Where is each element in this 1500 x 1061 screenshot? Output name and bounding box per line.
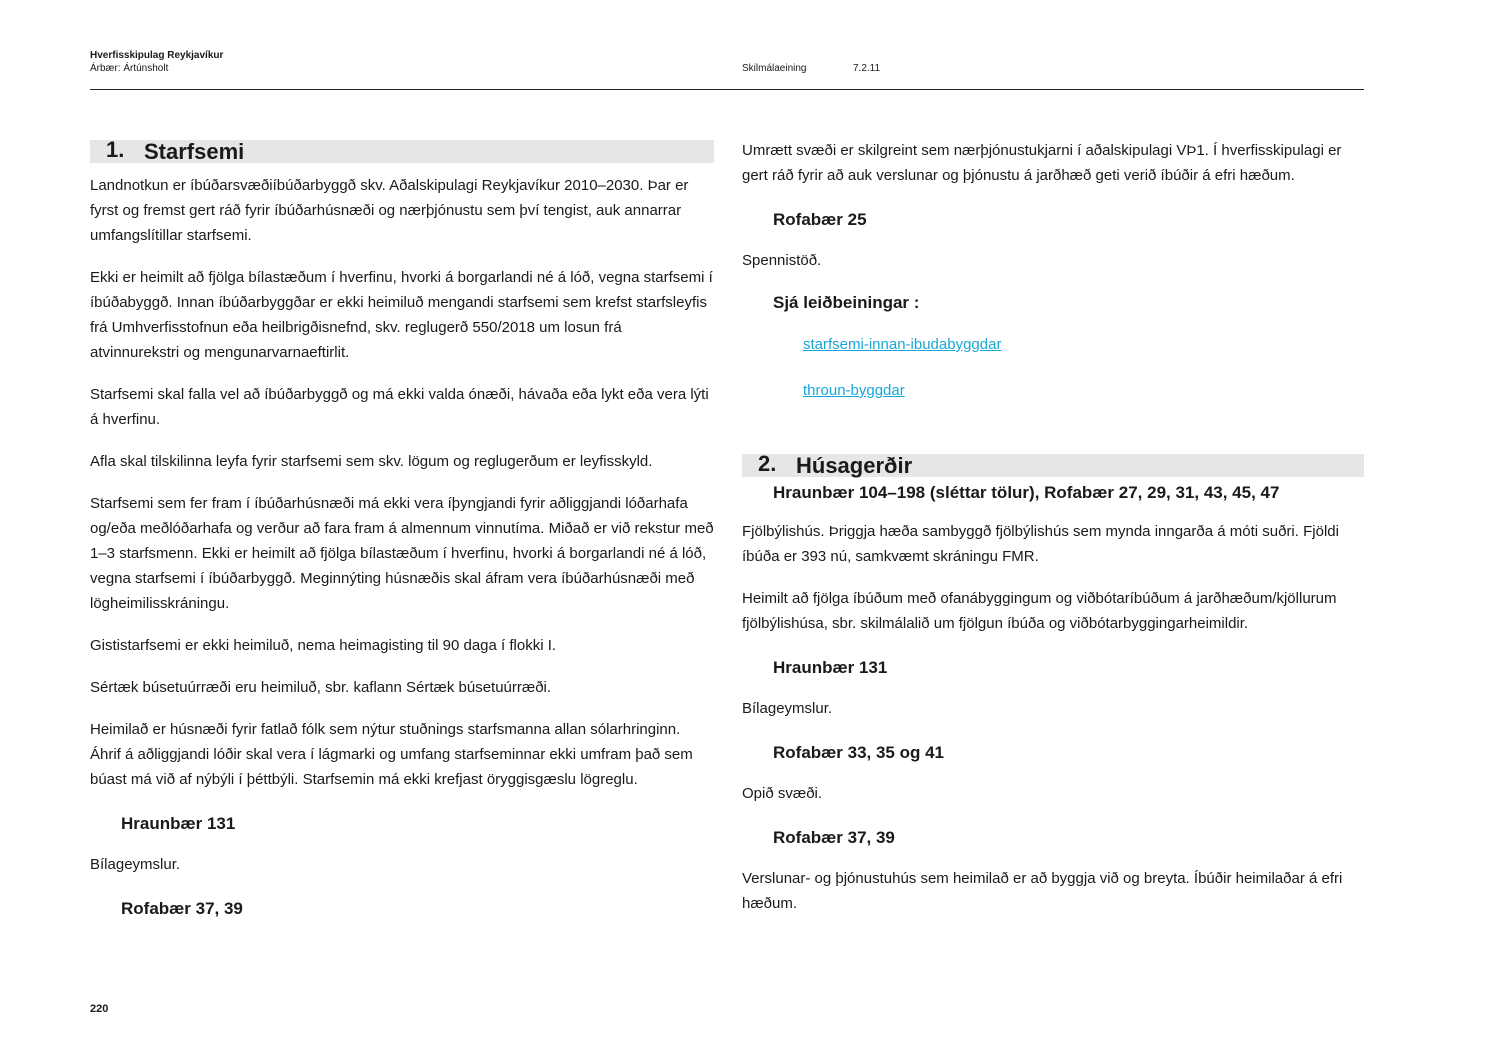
section-title: Starfsemi bbox=[144, 139, 245, 164]
subheading-hraunbaer-131: Hraunbær 131 bbox=[773, 658, 888, 677]
paragraph: Umrætt svæði er skilgreint sem nærþjónustukjarni í aðalskipulagi VÞ1. Í hverfisskipulagi er gert ráð fyrir að auk verslunar og þjónustu á jarðhæð geti verið íbúðir á efri hæðum. bbox=[742, 142, 1342, 184]
paragraph: Heimilt að fjölga íbúðum með ofanábyggingum og viðbótaríbúðum á jarðhæðum/kjöllurum fjölbýlishúsa, sbr. skilmálalið um fjölgun íbúða og viðbótarbyggingarheimildir. bbox=[742, 590, 1337, 632]
running-header-subtitle: Árbær: Ártúnsholt bbox=[90, 63, 169, 74]
right-column bbox=[742, 138, 1364, 916]
section-number: 2. bbox=[758, 451, 777, 476]
section-heading-starfsemi bbox=[90, 137, 714, 164]
paragraph: Gististarfsemi er ekki heimiluð, nema heimagisting til 90 daga í flokki I. bbox=[90, 637, 557, 654]
unit-code: 7.2.11 bbox=[853, 63, 881, 74]
running-header-title: Hverfisskipulag Reykjavíkur bbox=[90, 50, 224, 61]
subheading-rofabaer-37-39: Rofabær 37, 39 bbox=[773, 828, 895, 847]
link-throun-byggdar[interactable]: throun-byggdar bbox=[803, 382, 905, 399]
guidelines-label: Sjá leiðbeiningar : bbox=[773, 293, 920, 312]
paragraph: Spennistöð. bbox=[742, 252, 822, 269]
paragraph: Ekki er heimilt að fjölga bílastæðum í hverfinu, hvorki á borgarlandi né á lóð, vegna starfsemi í íbúðabyggð. Innan íbúðarbyggðar er ekki heimiluð mengandi starfsemi sem krefst starfsleyfis frá Umhverfisstofnun eða heilbrigðisnefnd, skv. reglugerð 550/2018 um losun frá atvinnurekstri og mengunarvarnaeftirlit. bbox=[90, 269, 713, 361]
paragraph: Heimilað er húsnæði fyrir fatlað fólk sem nýtur stuðnings starfsmanna allan sólarhringinn. Áhrif á aðliggjandi lóðir skal vera í lágmarki og umfang starfseminnar ekki umfram það sem búast má við af nýbýli í þéttbýli. Starfsemin má ekki krefjast öryggisgæslu lögreglu. bbox=[90, 721, 693, 788]
subheading-rofabaer-37-39: Rofabær 37, 39 bbox=[121, 899, 243, 918]
section-title: Húsagerðir bbox=[796, 453, 913, 478]
left-column bbox=[90, 138, 714, 937]
section-number: 1. bbox=[106, 137, 125, 162]
paragraph: Opið svæði. bbox=[742, 785, 823, 802]
paragraph: Fjölbýlishús. Þriggja hæða sambyggð fjölbýlishús sem mynda inngarða á móti suðri. Fjöldi íbúða er 393 nú, samkvæmt skráningu FMR. bbox=[742, 523, 1339, 565]
paragraph: Verslunar- og þjónustuhús sem heimilað er að byggja við og breyta. Íbúðir heimilaðar á efri hæðum. bbox=[742, 870, 1343, 912]
paragraph: Bílageymslur. bbox=[90, 856, 181, 873]
header-rule bbox=[90, 89, 1364, 90]
paragraph: Starfsemi sem fer fram í íbúðarhúsnæði má ekki vera íþyngjandi fyrir aðliggjandi lóðarhafa og/eða meðlóðarhafa og verður að fara fram á almennum vinnutíma. Miðað er við rekstur með 1–3 starfsmenn. Ekki er heimilt að fjölga bílastæðum í hverfinu, hvorki á borgarlandi né á lóð, vegna starfsemi í íbúðarbyggð. Meginnýting húsnæðis skal áfram vera íbúðarhúsnæði með lögheimilisskráningu. bbox=[90, 495, 714, 612]
subheading-hraunbaer-131: Hraunbær 131 bbox=[121, 814, 236, 833]
subheading-rofabaer-25: Rofabær 25 bbox=[773, 210, 867, 229]
link-starfsemi-innan-ibudabyggdar[interactable]: starfsemi-innan-ibudabyggdar bbox=[803, 336, 1002, 353]
paragraph: Landnotkun er íbúðarsvæðiíbúðarbyggð skv. Aðalskipulagi Reykjavíkur 2010–2030. Þar er fyrst og fremst gert ráð fyrir íbúðarhúsnæði og nærþjónustu sem því tengist, auk annarrar umfangslítillar starfsemi. bbox=[90, 177, 689, 244]
paragraph: Sértæk búsetuúrræði eru heimiluð, sbr. kaflann Sértæk búsetuúrræði. bbox=[90, 679, 552, 696]
unit-label: Skilmálaeining bbox=[742, 63, 807, 74]
paragraph: Bílageymslur. bbox=[742, 700, 833, 717]
section-heading-husagerdir bbox=[742, 451, 1364, 478]
page-number: 220 bbox=[90, 1003, 109, 1015]
subheading-rofabaer-33-35-41: Rofabær 33, 35 og 41 bbox=[773, 743, 945, 762]
paragraph: Afla skal tilskilinna leyfa fyrir starfsemi sem skv. lögum og reglugerðum er leyfisskyld. bbox=[90, 453, 653, 470]
subheading-hraunbaer-104-198: Hraunbær 104–198 (sléttar tölur), Rofabær 27, 29, 31, 43, 45, 47 bbox=[773, 483, 1280, 502]
paragraph: Starfsemi skal falla vel að íbúðarbyggð og má ekki valda ónæði, hávaða eða lykt eða vera lýti á hverfinu. bbox=[90, 386, 709, 428]
